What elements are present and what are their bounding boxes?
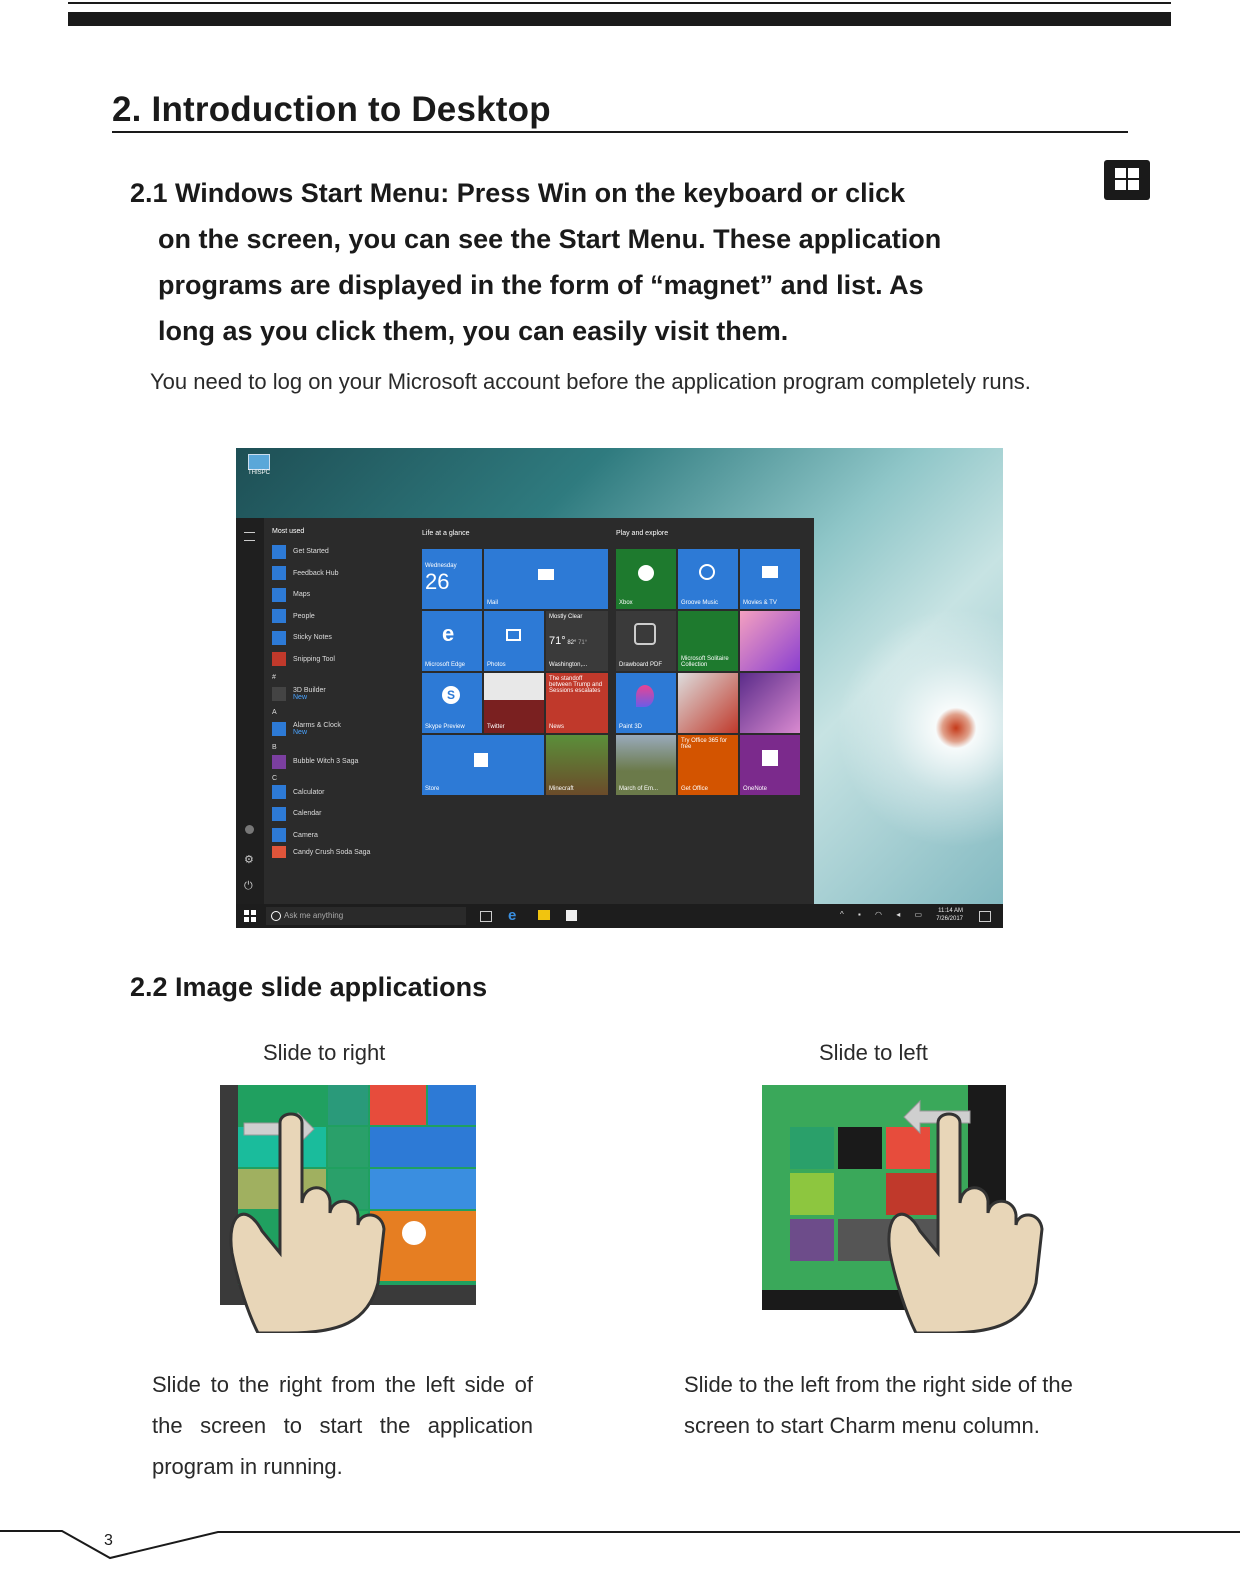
- racing-tile[interactable]: [678, 673, 738, 733]
- weather-high: 82°: [567, 640, 577, 646]
- app-name: Bubble Witch 3 Saga: [293, 758, 359, 766]
- app-name-block: [293, 687, 326, 701]
- left-description: Slide to the right from the left side of the screen to start the application program in running.: [152, 1372, 533, 1479]
- app-list: [272, 528, 412, 858]
- list-item[interactable]: [272, 846, 412, 858]
- list-item[interactable]: [272, 563, 412, 585]
- weather-temp-block: [549, 635, 587, 647]
- taskbar: [236, 904, 1003, 928]
- app-badge: New: [293, 694, 308, 701]
- office-label: Get Office: [681, 786, 708, 792]
- weather-city: Washington,...: [549, 662, 588, 668]
- app-name: Maps: [293, 591, 311, 599]
- dandelion-wallpaper: [836, 608, 1003, 848]
- news-tile[interactable]: [546, 673, 608, 733]
- app-badge: New: [293, 729, 308, 736]
- store-taskbar-icon[interactable]: [566, 910, 577, 921]
- section-letter: #: [272, 674, 276, 681]
- app-name: Calendar: [293, 810, 322, 818]
- app-icon: [272, 652, 286, 666]
- taskbar-clock[interactable]: [936, 907, 963, 923]
- groove-tile[interactable]: [678, 549, 738, 609]
- subsection-1-line: programs are displayed in the form of “magnet” and list. As: [158, 270, 924, 300]
- this-pc-icon[interactable]: [244, 454, 274, 476]
- list-item[interactable]: [272, 606, 412, 628]
- mail-icon: [538, 569, 554, 580]
- section-title: 2. Introduction to Desktop: [112, 90, 551, 129]
- app-icon: [272, 722, 286, 736]
- subsection-1-line: long as you click them, you can easily visit them.: [158, 316, 789, 346]
- office-tile[interactable]: [678, 735, 738, 795]
- file-explorer-icon[interactable]: [538, 910, 550, 920]
- movies-tile[interactable]: [740, 549, 800, 609]
- user-icon[interactable]: [245, 825, 254, 834]
- skype-icon: S: [442, 686, 460, 704]
- start-menu-screenshot: [236, 448, 1003, 928]
- list-item[interactable]: [272, 782, 412, 804]
- header-bar: [68, 12, 1171, 26]
- page-number: 3: [104, 1532, 113, 1549]
- xbox-tile[interactable]: [616, 549, 676, 609]
- news-headline: The standoff between Trump and Sessions escalates: [549, 676, 603, 694]
- edge-taskbar-icon[interactable]: e: [508, 907, 517, 924]
- start-menu: [236, 518, 814, 906]
- list-item[interactable]: [272, 649, 412, 671]
- app-icon: [272, 545, 286, 559]
- app-icon: [272, 785, 286, 799]
- paint3d-tile[interactable]: [616, 673, 676, 733]
- app-icon: [272, 755, 286, 769]
- windows-logo-icon: [1104, 160, 1150, 200]
- store-icon: [474, 753, 488, 767]
- app-name: Calculator: [293, 788, 325, 796]
- paint3d-icon: [636, 685, 654, 707]
- skype-tile[interactable]: [422, 673, 482, 733]
- movies-label: Movies & TV: [743, 600, 777, 606]
- list-item[interactable]: [272, 541, 412, 563]
- most-used-title: Most used: [272, 528, 305, 535]
- list-item[interactable]: [272, 803, 412, 825]
- drawboard-tile[interactable]: [616, 611, 676, 671]
- solitaire-tile[interactable]: [678, 611, 738, 671]
- action-center-icon[interactable]: [979, 911, 991, 922]
- weather-tile[interactable]: [546, 611, 608, 671]
- bubblewitch-tile[interactable]: [740, 673, 800, 733]
- app-name: Snipping Tool: [293, 655, 335, 663]
- right-description: Slide to the left from the right side of the screen to start Charm menu column.: [684, 1372, 1073, 1438]
- subsection-1-heading: [130, 170, 1140, 354]
- skype-label: Skype Preview: [425, 724, 465, 730]
- app-icon: [272, 846, 286, 858]
- subsection-1-line: on the screen, you can see the Start Menu. These application: [158, 224, 942, 254]
- clock-date: 7/26/2017: [936, 916, 963, 922]
- office-promo: Try Office 365 for free: [681, 738, 728, 750]
- group-title-play: Play and explore: [616, 530, 669, 537]
- section-letter: A: [272, 709, 277, 716]
- app-icon: [272, 631, 286, 645]
- list-item[interactable]: [272, 681, 412, 707]
- weather-condition: Mostly Clear: [549, 614, 583, 620]
- movies-icon: [762, 566, 778, 578]
- app-name: Get Started: [293, 548, 329, 556]
- account-note: You need to log on your Microsoft account before the application program completely runs.: [150, 369, 1031, 394]
- xbox-label: Xbox: [619, 600, 633, 606]
- start-button-icon[interactable]: [244, 910, 256, 922]
- right-caption: Slide to left: [819, 1040, 928, 1065]
- mail-label: Mail: [487, 600, 499, 606]
- list-item[interactable]: [272, 584, 412, 606]
- hamburger-icon[interactable]: [244, 532, 255, 541]
- app-name: People: [293, 612, 315, 620]
- candy-tile[interactable]: [740, 611, 800, 671]
- app-name: Alarms & Clock: [293, 722, 341, 729]
- power-icon[interactable]: ⏻: [244, 880, 253, 892]
- cortana-icon: [271, 911, 281, 921]
- xbox-icon: [638, 565, 654, 581]
- calendar-date: 26: [425, 569, 450, 594]
- left-caption: Slide to right: [263, 1040, 386, 1065]
- groove-label: Groove Music: [681, 600, 719, 606]
- minecraft-label: Minecraft: [549, 786, 574, 792]
- photos-label: Photos: [487, 662, 506, 668]
- list-item[interactable]: [272, 716, 412, 742]
- slide-left-illustration: [760, 1083, 1050, 1333]
- subsection-2-heading: 2.2 Image slide applications: [130, 972, 488, 1002]
- list-item[interactable]: [272, 751, 412, 773]
- mail-tile[interactable]: [484, 549, 608, 609]
- drawboard-icon: [634, 623, 656, 645]
- app-icon: [272, 828, 286, 842]
- this-pc-label: THISPC: [247, 470, 270, 476]
- gear-icon[interactable]: ⚙: [244, 854, 254, 866]
- news-label: News: [549, 724, 565, 730]
- app-name: 3D Builder: [293, 687, 326, 694]
- notification-area-icons[interactable]: ^ ▪ ◠ ◂ ▭: [840, 910, 929, 919]
- weather-low: 71°: [578, 640, 588, 646]
- march-label: March of Em...: [619, 786, 659, 792]
- calendar-tile[interactable]: [422, 549, 482, 609]
- app-name: Feedback Hub: [293, 569, 339, 577]
- twitter-label: Twitter: [487, 724, 505, 730]
- list-item[interactable]: [272, 825, 412, 847]
- store-tile[interactable]: [422, 735, 544, 795]
- app-icon: [272, 807, 286, 821]
- edge-icon: e: [442, 621, 455, 646]
- header-rule-thin: [68, 2, 1171, 4]
- onenote-tile[interactable]: [740, 735, 800, 795]
- app-icon: [272, 687, 286, 701]
- subsection-1-line: 2.1 Windows Start Menu: Press Win on the keyboard or click: [130, 178, 906, 208]
- slide-right-illustration: [218, 1083, 478, 1333]
- store-label: Store: [425, 786, 440, 792]
- footer-rule: [0, 1520, 1240, 1566]
- minecraft-tile[interactable]: [546, 735, 608, 795]
- section-title-underline: [112, 131, 1128, 133]
- march-tile[interactable]: [616, 735, 676, 795]
- weather-temp: 71°: [549, 635, 566, 647]
- app-name: Camera: [293, 831, 318, 839]
- calendar-day: Wednesday: [425, 563, 457, 569]
- list-item[interactable]: [272, 627, 412, 649]
- app-name: Candy Crush Soda Saga: [293, 848, 371, 856]
- twitter-tile[interactable]: [484, 673, 544, 733]
- drawboard-label: Drawboard PDF: [619, 662, 663, 668]
- photos-tile[interactable]: [484, 611, 544, 671]
- onenote-icon: [762, 750, 778, 766]
- group-title-life: Life at a glance: [422, 530, 470, 537]
- edge-tile[interactable]: [422, 611, 482, 671]
- section-letter: C: [272, 774, 278, 782]
- edge-label: Microsoft Edge: [425, 662, 466, 668]
- app-icon: [272, 588, 286, 602]
- clock-time: 11:14 AM: [938, 908, 963, 914]
- app-icon: [272, 566, 286, 580]
- app-name: Sticky Notes: [293, 634, 332, 642]
- groove-icon: [699, 564, 715, 580]
- onenote-label: OneNote: [743, 786, 768, 792]
- start-menu-rail: [236, 518, 264, 906]
- section-letter: B: [272, 744, 277, 751]
- cortana-search-input[interactable]: Ask me anything: [266, 907, 466, 925]
- app-icon: [272, 609, 286, 623]
- solitaire-label: Microsoft Solitaire Collection: [681, 656, 729, 668]
- photos-icon: [506, 629, 521, 641]
- task-view-icon[interactable]: [480, 911, 492, 922]
- paint3d-label: Paint 3D: [619, 724, 643, 730]
- app-name-block: [293, 722, 341, 736]
